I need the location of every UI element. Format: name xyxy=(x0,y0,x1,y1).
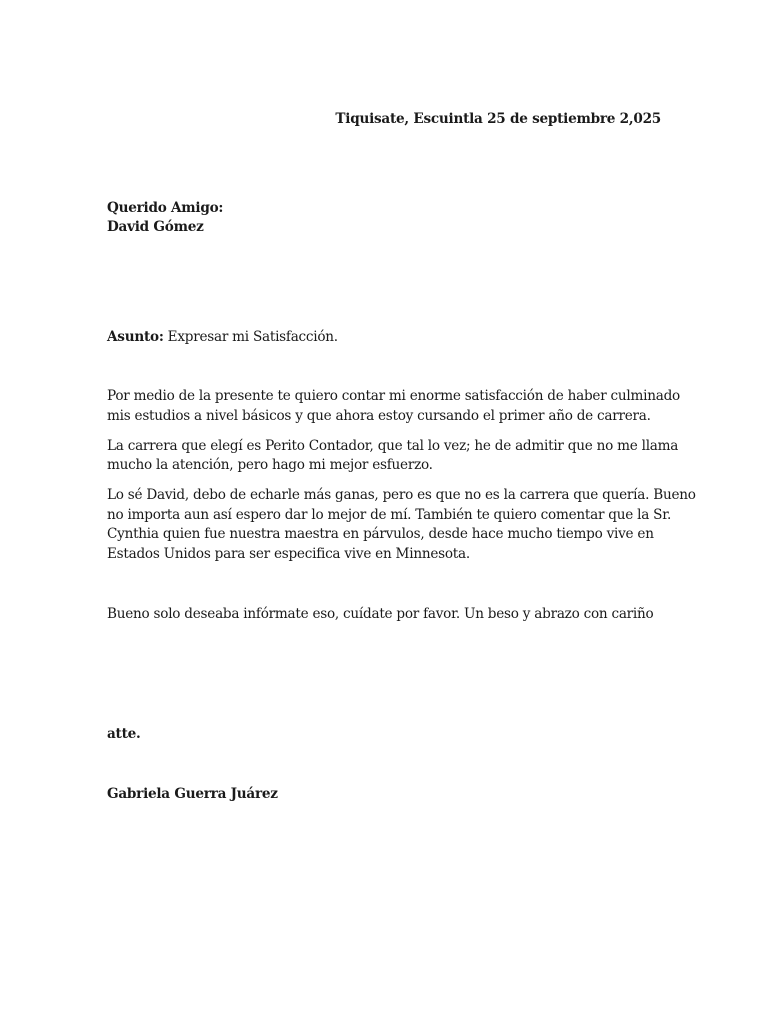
paragraph-1-line-1: Por medio de la presente te quiero contar mi enorme satisfacción de haber culminado xyxy=(107,388,680,404)
paragraph-3-line-3: Cynthia quien fue nuestra maestra en párvulos, desde hace mucho tiempo vive en xyxy=(107,526,654,542)
paragraph-2-line-1: La carrera que elegí es Perito Contador, que tal lo vez; he de admitir que no me llama xyxy=(107,438,679,454)
paragraph-3-line-1: Lo sé David, debo de echarle más ganas, pero es que no es la carrera que quería. Bueno xyxy=(107,487,696,503)
subject-line xyxy=(107,328,338,348)
subject-label: Asunto: xyxy=(107,329,164,345)
signature-name: Gabriela Guerra Juárez xyxy=(107,786,278,802)
paragraph-2-line-2: mucho la atención, pero hago mi mejor esfuerzo. xyxy=(107,457,433,473)
paragraph-1-line-2: mis estudios a nivel básicos y que ahora estoy cursando el primer año de carrera. xyxy=(107,408,651,424)
paragraph-3-line-2: no importa aun así espero dar lo mejor de mí. También te quiero comentar que la Sr. xyxy=(107,507,672,523)
closing-paragraph: Bueno solo deseaba infórmate eso, cuídate por favor. Un beso y abrazo con cariño xyxy=(107,606,654,622)
paragraph-3-line-4: Estados Unidos para ser especifica vive en Minnesota. xyxy=(107,546,470,562)
greeting: Querido Amigo: xyxy=(107,200,224,216)
place-date: Tiquisate, Escuintla 25 de septiembre 2,025 xyxy=(335,111,661,127)
sign-off: atte. xyxy=(107,726,141,742)
subject-text: Expresar mi Satisfacción. xyxy=(163,329,338,345)
recipient-name: David Gómez xyxy=(107,219,204,235)
